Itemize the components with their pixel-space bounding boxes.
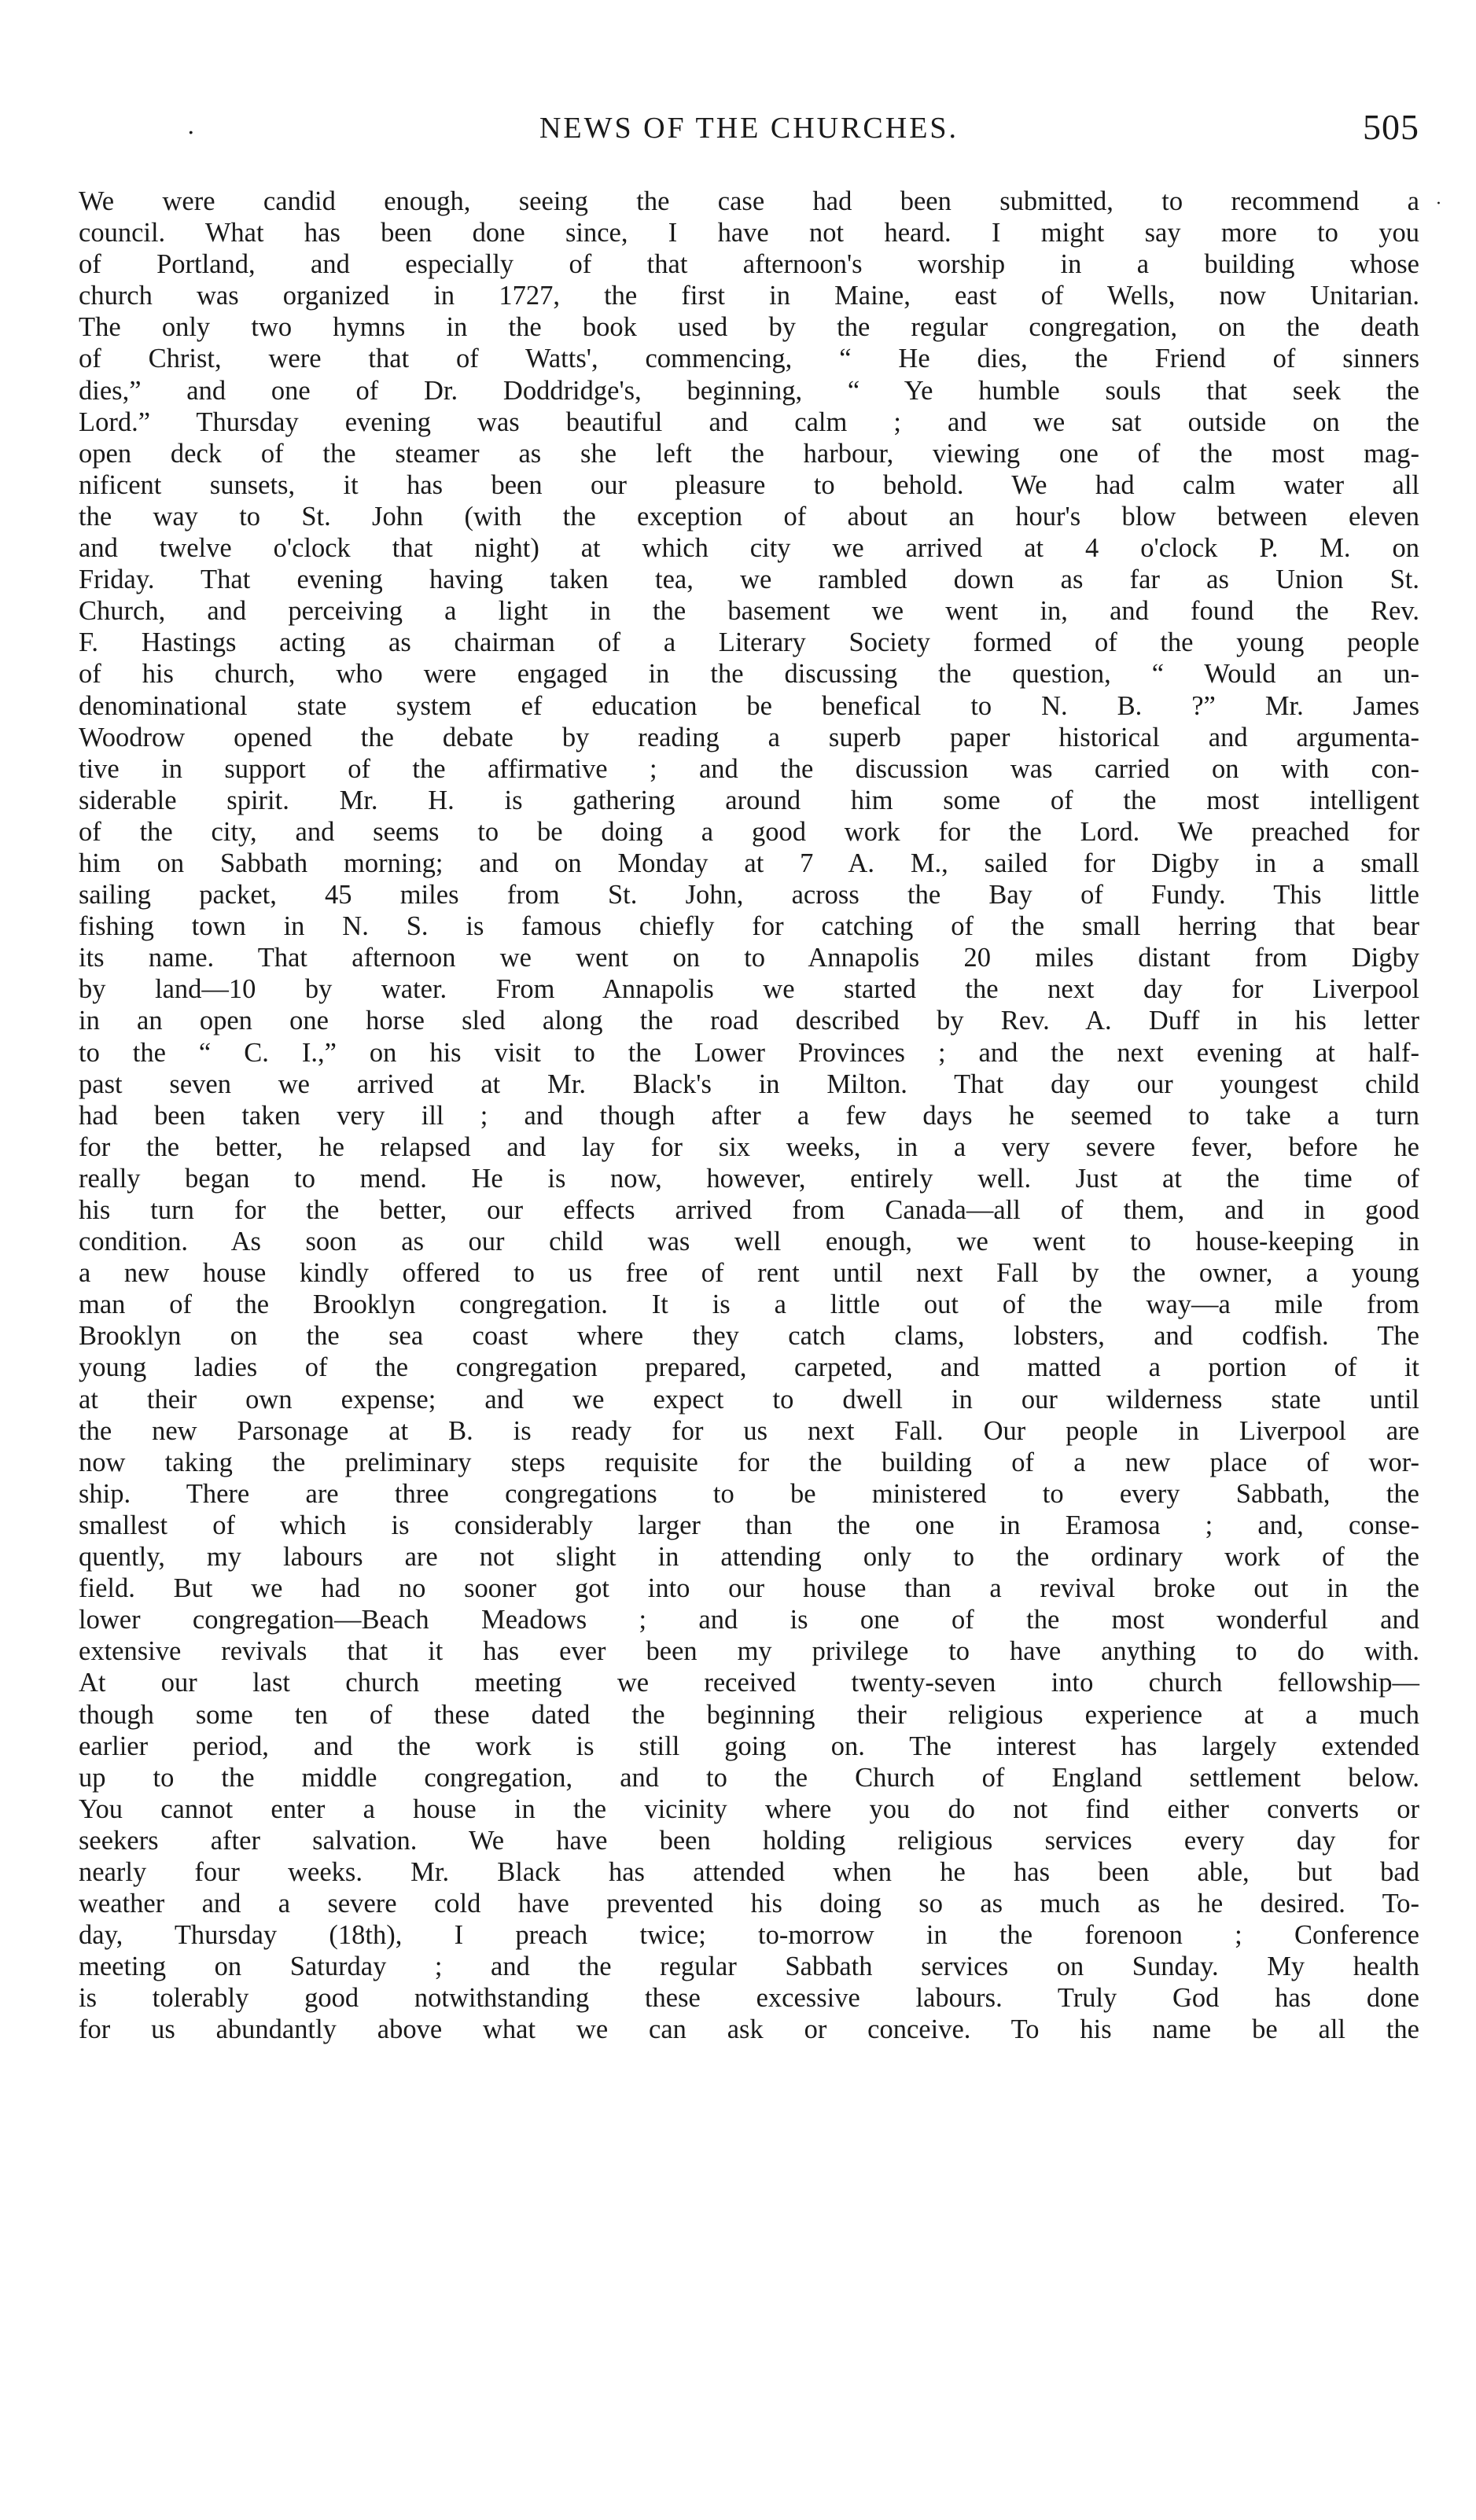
text-line: weather and a severe cold have prevented his doing so as much as he desired. To-	[79, 1889, 1419, 1919]
text-line: of Christ, were that of Watts', commencing, “ He dies, the Friend of sinners	[79, 344, 1419, 374]
text-line: had been taken very ill ; and though after a few days he seemed to take a turn	[79, 1100, 1419, 1131]
running-head	[79, 106, 1419, 153]
text-line: earlier period, and the work is still going on. The interest has largely extended	[79, 1731, 1419, 1761]
text-line: open deck of the steamer as she left the harbour, viewing one of the most mag-	[79, 438, 1419, 469]
text-line: for the better, he relapsed and lay for six weeks, in a very severe fever, before he	[79, 1131, 1419, 1162]
text-line: of his church, who were engaged in the discussing the question, “ Would an un-	[79, 659, 1419, 690]
text-line: church was organized in 1727, the first in Maine, east of Wells, now Unitarian.	[79, 281, 1419, 311]
text-line: nearly four weeks. Mr. Black has attended when he has been able, but bad	[79, 1856, 1419, 1887]
text-line: council. What has been done since, I have not heard. I might say more to you	[79, 218, 1419, 248]
text-line: Brooklyn on the sea coast where they catch clams, lobsters, and codfish. The	[79, 1321, 1419, 1352]
text-line: F. Hastings acting as chairman of a Literary Society formed of the young people	[79, 627, 1419, 658]
text-line: seekers after salvation. We have been holding religious services every day for	[79, 1825, 1419, 1856]
text-line: really began to mend. He is now, however, entirely well. Just at the time of	[79, 1163, 1419, 1194]
text-line: is tolerably good notwithstanding these excessive labours. Truly God has done	[79, 1983, 1419, 2014]
text-line: in an open one horse sled along the road described by Rev. A. Duff in his letter	[79, 1006, 1419, 1036]
text-line: to the “ C. I.,” on his visit to the Lower Provinces ; and the next evening at half-	[79, 1037, 1419, 1068]
text-line: extensive revivals that it has ever been my privilege to have anything to do with.	[79, 1636, 1419, 1667]
text-line: the new Parsonage at B. is ready for us next Fall. Our people in Liverpool are	[79, 1415, 1419, 1446]
text-line: a new house kindly offered to us free of rent until next Fall by the owner, a young	[79, 1258, 1419, 1289]
text-line: tive in support of the affirmative ; and the discussion was carried on with con-	[79, 753, 1419, 784]
text-line: smallest of which is considerably larger than the one in Eramosa ; and, conse-	[79, 1510, 1419, 1540]
text-line: You cannot enter a house in the vicinity where you do not find either converts or	[79, 1793, 1419, 1824]
text-line: day, Thursday (18th), I preach twice; to-morrow in the forenoon ; Conference	[79, 1920, 1419, 1951]
text-line: fishing town in N. S. is famous chiefly for catching of the small herring that bear	[79, 911, 1419, 942]
text-line: by land—10 by water. From Annapolis we started the next day for Liverpool	[79, 974, 1419, 1005]
text-line: At our last church meeting we received twenty-seven into church fellowship—	[79, 1668, 1419, 1698]
page-number: 505	[1363, 107, 1419, 147]
text-line: Church, and perceiving a light in the basement we went in, and found the Rev.	[79, 596, 1419, 627]
text-line: ship. There are three congregations to be ministered to every Sabbath, the	[79, 1478, 1419, 1509]
text-line: quently, my labours are not slight in attending only to the ordinary work of the	[79, 1542, 1419, 1573]
text-line: the way to St. John (with the exception of about an hour's blow between eleven	[79, 501, 1419, 532]
margin-mark: ·	[1436, 194, 1441, 214]
text-line: meeting on Saturday ; and the regular Sabbath services on Sunday. My health	[79, 1952, 1419, 1982]
text-line: condition. As soon as our child was well enough, we went to house-keeping in	[79, 1227, 1419, 1257]
text-line: and twelve o'clock that night) at which city we arrived at 4 o'clock P. M. on	[79, 533, 1419, 564]
text-line: We were candid enough, seeing the case had been submitted, to recommend a	[79, 186, 1419, 216]
text-line: nificent sunsets, it has been our pleasure to behold. We had calm water all	[79, 469, 1419, 500]
text-line: now taking the preliminary steps requisite for the building of a new place of wor-	[79, 1447, 1419, 1477]
text-line: denominational state system ef education be benefical to N. B. ?” Mr. James	[79, 690, 1419, 721]
text-line: lower congregation—Beach Meadows ; and is one of the most wonderful and	[79, 1605, 1419, 1635]
text-line: young ladies of the congregation prepared, carpeted, and matted a portion of it	[79, 1352, 1419, 1383]
text-line: of the city, and seems to be doing a good work for the Lord. We preached for	[79, 816, 1419, 847]
text-line: sailing packet, 45 miles from St. John, across the Bay of Fundy. This little	[79, 880, 1419, 911]
text-line: The only two hymns in the book used by the regular congregation, on the death	[79, 312, 1419, 343]
text-line: though some ten of these dated the beginning their religious experience at a much	[79, 1699, 1419, 1730]
header-dot: .	[187, 112, 195, 140]
text-line: Friday. That evening having taken tea, we rambled down as far as Union St.	[79, 565, 1419, 595]
header-title: NEWS OF THE CHURCHES.	[539, 112, 959, 145]
text-line: up to the middle congregation, and to the Church of England settlement below.	[79, 1762, 1419, 1793]
text-line: for us abundantly above what we can ask or conceive. To his name be all the	[79, 2014, 1419, 2045]
text-line: past seven we arrived at Mr. Black's in Milton. That day our youngest child	[79, 1069, 1419, 1099]
text-line: of Portland, and especially of that afternoon's worship in a building whose	[79, 249, 1419, 280]
text-line: siderable spirit. Mr. H. is gathering around him some of the most intelligent	[79, 785, 1419, 815]
text-line: field. But we had no sooner got into our house than a revival broke out in the	[79, 1573, 1419, 1604]
body-text	[79, 186, 1419, 2046]
text-line: Lord.” Thursday evening was beautiful and calm ; and we sat outside on the	[79, 407, 1419, 437]
text-line: his turn for the better, our effects arrived from Canada—all of them, and in good	[79, 1195, 1419, 1225]
text-line: man of the Brooklyn congregation. It is a little out of the way—a mile from	[79, 1289, 1419, 1320]
text-line: him on Sabbath morning; and on Monday at 7 A. M., sailed for Digby in a small	[79, 848, 1419, 878]
text-line: Woodrow opened the debate by reading a superb paper historical and argumenta-	[79, 722, 1419, 752]
text-line: its name. That afternoon we went on to Annapolis 20 miles distant from Digby	[79, 943, 1419, 973]
text-line: at their own expense; and we expect to dwell in our wilderness state until	[79, 1384, 1419, 1415]
text-line: dies,” and one of Dr. Doddridge's, beginning, “ Ye humble souls that seek the	[79, 375, 1419, 406]
